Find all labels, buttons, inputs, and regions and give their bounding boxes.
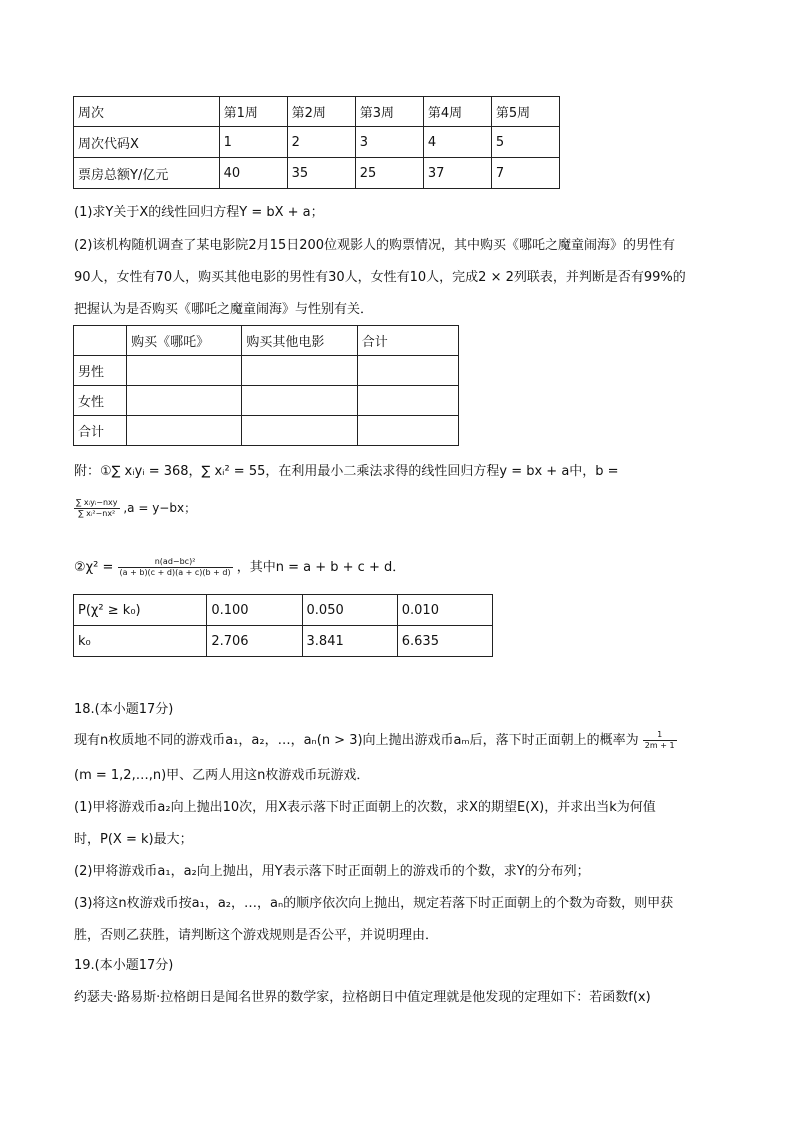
table-cell: 0.100 [207,595,302,626]
table-cell: k₀ [74,626,207,657]
chi-prefix: ②χ² = [74,560,114,575]
table-cell: 合计 [74,416,127,446]
table-cell: 6.635 [397,626,492,657]
q18-line1 [74,730,677,752]
table-cell [127,416,242,446]
appendix-chi-formula [74,556,405,578]
table-cell: 0.050 [302,595,397,626]
table-cell: 3 [355,127,423,158]
q18-line5: (2)甲将游戏币a₁，a₂向上抛出，用Y表示落下时正面朝上的游戏币的个数，求Y的分布列； [74,864,590,879]
table-cell: 0.010 [397,595,492,626]
appendix-line1: 附：①∑ xᵢyᵢ = 368，∑ xᵢ² = 55，在利用最小二乘法求得的线性回归方程y = bx + a中，b = [74,464,619,479]
chi-rest: ，其中n = a + b + c + d． [236,560,406,575]
table-cell: 周次 [74,97,220,127]
table-cell: 2.706 [207,626,302,657]
q17-part2-line1: (2)该机构随机调查了某电影院2月15日200位观影人的购票情况，其中购买《哪吒之魔童闹海》的男性有 [74,238,676,253]
table-cell: 购买《哪吒》 [127,326,242,356]
table-cell [357,356,458,386]
table-cell [127,356,242,386]
box-office-table [73,96,560,189]
q18-header: 18.(本小题17分) [74,702,174,717]
b-fraction: $\frac{\text{∑ xᵢyᵢ−nxy}}{\text{∑ xᵢ²−nx²}}$ [76,498,118,518]
table-cell: 37 [423,158,491,189]
q17-part2-line3: 把握认为是否购买《哪吒之魔童闹海》与性别有关． [74,302,374,317]
table-cell [357,386,458,416]
table-cell: 7 [491,158,559,189]
probability-fraction: $\frac{1}{2m + 1}$ [644,730,675,750]
table-cell: 2 [287,127,355,158]
q18-line1-text: 现有n枚质地不同的游戏币a₁，a₂，…，aₙ(n > 3)向上抛出游戏币aₘ后，落下时正面朝上的概率为 [74,733,639,748]
table-cell [357,416,458,446]
table-cell: 1 [219,127,287,158]
table-cell: 25 [355,158,423,189]
q18-line7: 胜，否则乙获胜，请判断这个游戏规则是否公平，并说明理由． [74,928,439,943]
table-cell [242,416,357,446]
q18-line6: (3)将这n枚游戏币按a₁，a₂，…，aₙ的顺序依次向上抛出，规定若落下时正面朝上的个数为奇数，则甲获 [74,896,674,911]
table-cell: 3.841 [302,626,397,657]
table-cell: 第2周 [287,97,355,127]
table-cell: P(χ² ≥ k₀) [74,595,207,626]
table-cell: 票房总额Y/亿元 [74,158,220,189]
appendix-b-formula [74,498,196,519]
table-cell: 40 [219,158,287,189]
table-cell: 合计 [357,326,458,356]
table-cell: 女性 [74,386,127,416]
table-cell: 35 [287,158,355,189]
table-cell: 5 [491,127,559,158]
table-cell: 购买其他电影 [242,326,357,356]
q19-line1: 约瑟夫·路易斯·拉格朗日是闻名世界的数学家，拉格朗日中值定理就是他发现的定理如下：若函数f(x) [74,990,651,1005]
appendix-line2-rest: ,a = y−bx； [123,501,197,515]
q17-part1: (1)求Y关于X的线性回归方程Y = bX + a； [74,205,324,220]
q18-line3: (1)甲将游戏币a₂向上抛出10次，用X表示落下时正面朝上的次数，求X的期望E(X)，并求出当k为何值 [74,800,656,815]
q18-line4: 时，P(X = k)最大； [74,832,193,847]
q19-header: 19.(本小题17分) [74,958,174,973]
table-cell: 男性 [74,356,127,386]
q17-part2-line2: 90人，女性有70人，购买其他电影的男性有30人，女性有10人，完成2 × 2列联表，并判断是否有99%的 [74,270,686,285]
table-cell [242,356,357,386]
contingency-table [73,325,459,446]
q18-line2: (m = 1,2,…,n)甲、乙两人用这n枚游戏币玩游戏． [74,768,370,783]
table-cell [74,326,127,356]
table-cell: 第1周 [219,97,287,127]
chi-square-table [73,594,493,657]
table-cell: 周次代码X [74,127,220,158]
table-cell [242,386,357,416]
table-cell: 第5周 [491,97,559,127]
table-cell: 第4周 [423,97,491,127]
chi-fraction: $\frac{\text{n(ad−bc)²}}{(a + b)(c + d)(a + c)(b + d)}$ [119,557,231,577]
table-cell: 第3周 [355,97,423,127]
table-cell: 4 [423,127,491,158]
table-cell [127,386,242,416]
